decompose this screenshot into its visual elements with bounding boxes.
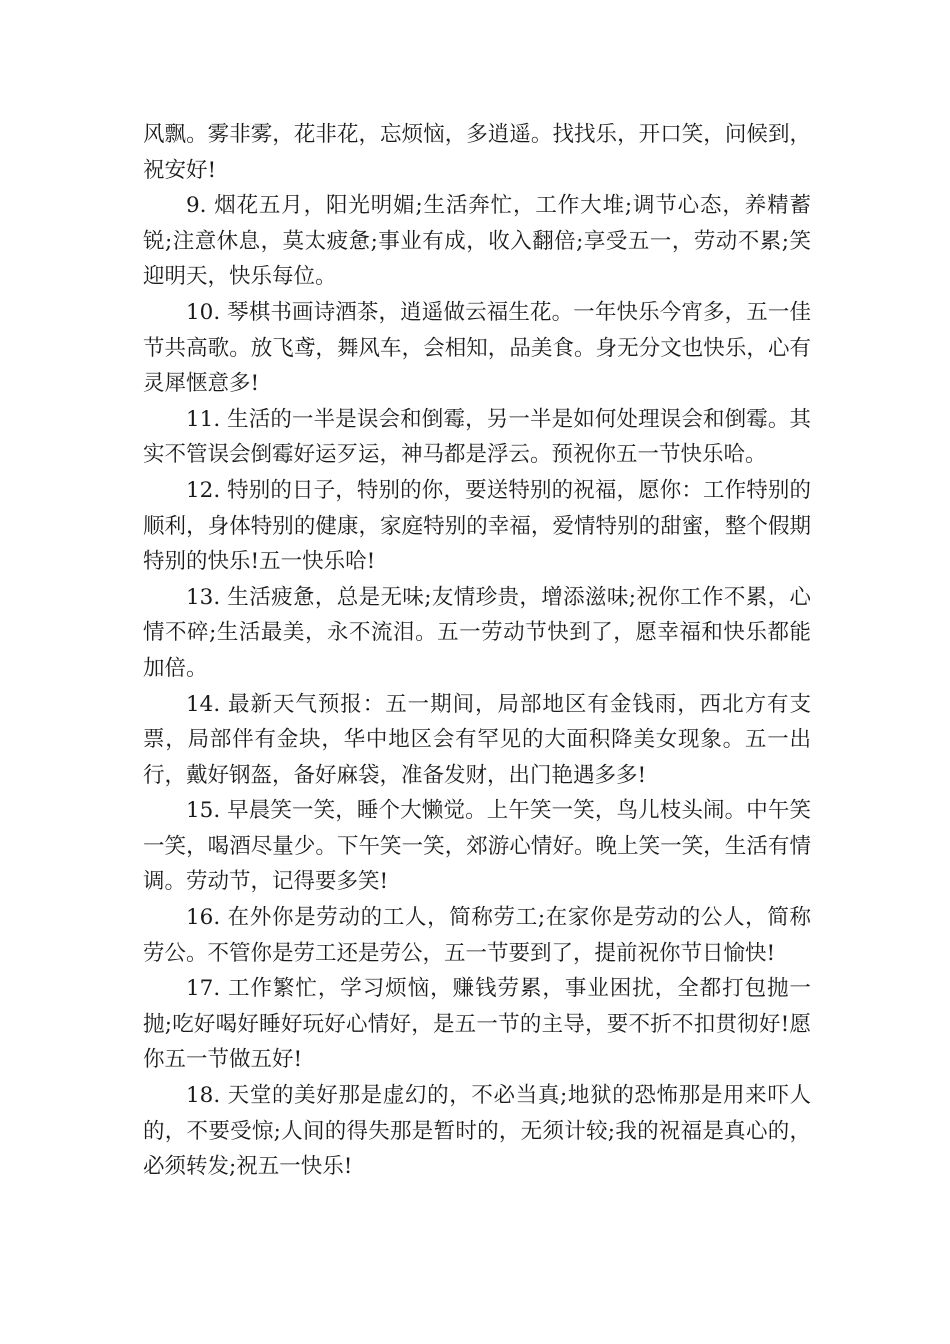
paragraph-item-17: 17. 工作繁忙，学习烦恼，赚钱劳累，事业困扰，全都打包抛一抛;吃好喝好睡好玩好心情好，是五一节的主导，要不折不扣贯彻好!愿你五一节做五好! — [143, 976, 811, 1073]
paragraph-item-9: 9. 烟花五月，阳光明媚;生活奔忙，工作大堆;调节心态，养精蓄锐;注意休息，莫太疲惫;事业有成，收入翻倍;享受五一，劳动不累;笑迎明天，快乐每位。 — [143, 193, 811, 290]
document-body — [143, 117, 811, 1185]
paragraph-item-13: 13. 生活疲惫，总是无味;友情珍贵，增添滋味;祝你工作不累，心情不碎;生活最美，永不流泪。五一劳动节快到了，愿幸福和快乐都能加倍。 — [143, 584, 811, 681]
paragraph-item-12: 12. 特别的日子，特别的你，要送特别的祝福，愿你：工作特别的顺利，身体特别的健康，家庭特别的幸福，爱情特别的甜蜜，整个假期特别的快乐!五一快乐哈! — [143, 477, 811, 575]
paragraph-item-18: 18. 天堂的美好那是虚幻的，不必当真;地狱的恐怖那是用来吓人的，不要受惊;人间的得失那是暂时的，无须计较;我的祝福是真心的，必须转发;祝五一快乐! — [143, 1083, 811, 1180]
paragraph-continuation: 风飘。雾非雾，花非花，忘烦恼，多逍遥。找找乐，开口笑，问候到，祝安好! — [143, 122, 811, 183]
paragraph-item-11: 11. 生活的一半是误会和倒霉，另一半是如何处理误会和倒霉。其实不管误会倒霉好运歹运，神马都是浮云。预祝你五一节快乐哈。 — [143, 406, 811, 468]
paragraph-item-16: 16. 在外你是劳动的工人，简称劳工;在家你是劳动的公人，简称劳公。不管你是劳工还是劳公，五一节要到了，提前祝你节日愉快! — [143, 905, 811, 966]
paragraph-item-10: 10. 琴棋书画诗酒茶，逍遥做云福生花。一年快乐今宵多，五一佳节共高歌。放飞鸢，舞风车，会相知，品美食。身无分文也快乐，心有灵犀惬意多! — [143, 299, 811, 397]
paragraph-item-15: 15. 早晨笑一笑，睡个大懒觉。上午笑一笑，鸟儿枝头闹。中午笑一笑，喝酒尽量少。下午笑一笑，郊游心情好。晚上笑一笑，生活有情调。劳动节，记得要多笑! — [143, 798, 811, 895]
paragraph-item-14: 14. 最新天气预报：五一期间，局部地区有金钱雨，西北方有支票，局部伴有金块，华中地区会有罕见的大面积降美女现象。五一出行，戴好钢盔，备好麻袋，准备发财，出门艳遇多多! — [143, 691, 811, 788]
